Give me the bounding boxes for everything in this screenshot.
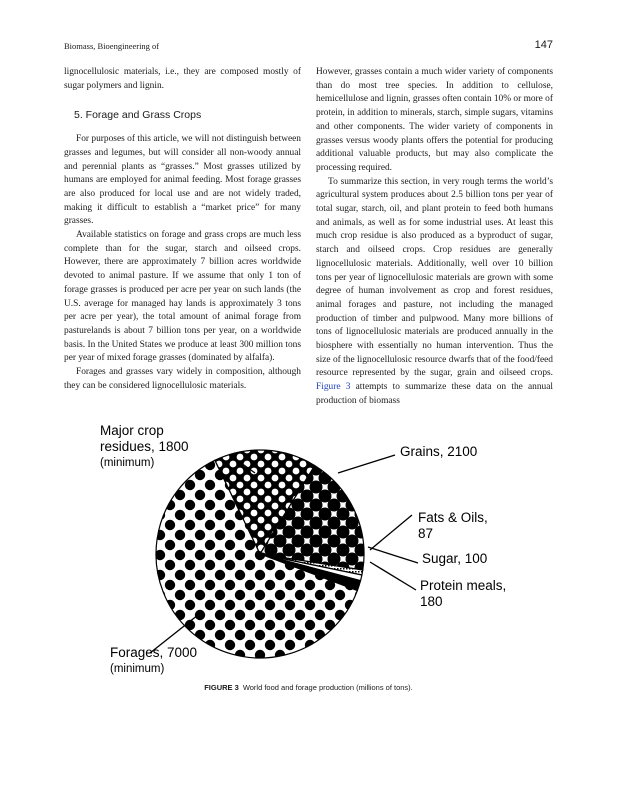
leader-line: [338, 455, 395, 473]
left-column: [64, 66, 301, 393]
caption-label: FIGURE 3: [204, 683, 239, 692]
figure-reference-link[interactable]: Figure 3: [316, 382, 351, 393]
section-heading: 5. Forage and Grass Crops: [74, 109, 202, 122]
running-title: Biomass, Bioengineering of: [64, 41, 160, 51]
label-protein-meals: Protein meals, 180: [420, 578, 507, 609]
label-sugar: Sugar, 100: [422, 551, 488, 566]
paragraph: Forages and grasses vary widely in composition, although they can be considered lignocellulosic materials.: [64, 367, 301, 391]
leader-line: [370, 515, 412, 550]
paragraph: lignocellulosic materials, i.e., they are composed mostly of sugar polymers and lignin.: [64, 67, 301, 91]
label-grains: Grains, 2100: [400, 444, 478, 459]
paragraph: [316, 176, 553, 409]
label-major-crop-residues: Major crop residues, 1800 (minimum): [100, 423, 189, 469]
paragraph: Available statistics on forage and grass crops are much less complete than for the sugar, starch and oilseed crops. However, there are approximately 7 billion acres worldwide devoted to animal pasture. If we assume that only 1 ton of forage grasses is produced per acre per year on such lands (the U.S. average for managed hay lands is approximately 3 tons per acre per year), the total amount of animal forage from pasturelands is about 7 billion tons per year, on a worldwide basis. In the United States we produce at least 300 million tons per year of mixed forage grasses (dominated by alfalfa).: [64, 230, 301, 364]
paragraph: For purposes of this article, we will not distinguish between grasses and legumes, but will consider all non-woody annual and perennial plants as “grasses.” Most grasses utilized by humans are employed for animal feeding. Most forage grasses are also produced for local use and are not widely traded, making it difficult to establish a “market price” for many grasses.: [64, 134, 301, 227]
caption-text: World food and forage production (millions of tons).: [242, 683, 413, 692]
page-number: 147: [534, 39, 553, 51]
leader-line: [370, 562, 416, 590]
label-fats-oils: Fats & Oils, 87: [418, 510, 488, 541]
pie-chart-figure: [100, 415, 520, 680]
leader-line: [368, 547, 418, 563]
figure-caption: [0, 683, 617, 692]
label-forages: Forages, 7000 (minimum): [110, 645, 198, 675]
paragraph-text: attempts to summarize these data on the annual production of biomass: [316, 382, 553, 406]
paragraph: However, grasses contain a much wider variety of components than do most tree species. In addition to cellulose, hemicellulose and lignin, grasses often contain 10% or more of protein, in addition to minerals, starch, simple sugars, vitamins and other components. The wider variety of components in grasses versus woody plants offers the potential for producing additional valuable products, but may also complicate the processing required.: [316, 67, 553, 173]
right-column: [316, 66, 553, 409]
paragraph-text: To summarize this section, in very rough terms the world’s agricultural system produces about 2.5 billion tons per year of total sugar, starch, oil, and plant protein to feed both humans and animals, as well as for some industrial uses. At least this much crop residue is also produced as a byproduct of sugar, starch and oilseed crops. Crop residues are generally lignocellulosic materials. Additionally, well over 10 billion tons per year of lignocellulosic materials are grown with some degree of human involvement as crop and forest residues, animal forages and pasture, not including the managed production of timber and pulpwood. Many more billions of tons of lignocellulosic materials are produced annually in the biosphere with essentially no human intervention. Thus the size of the lignocellulosic resource dwarfs that of the food/feed resource represented by the sugar, grain and oilseed crops.: [316, 176, 553, 379]
